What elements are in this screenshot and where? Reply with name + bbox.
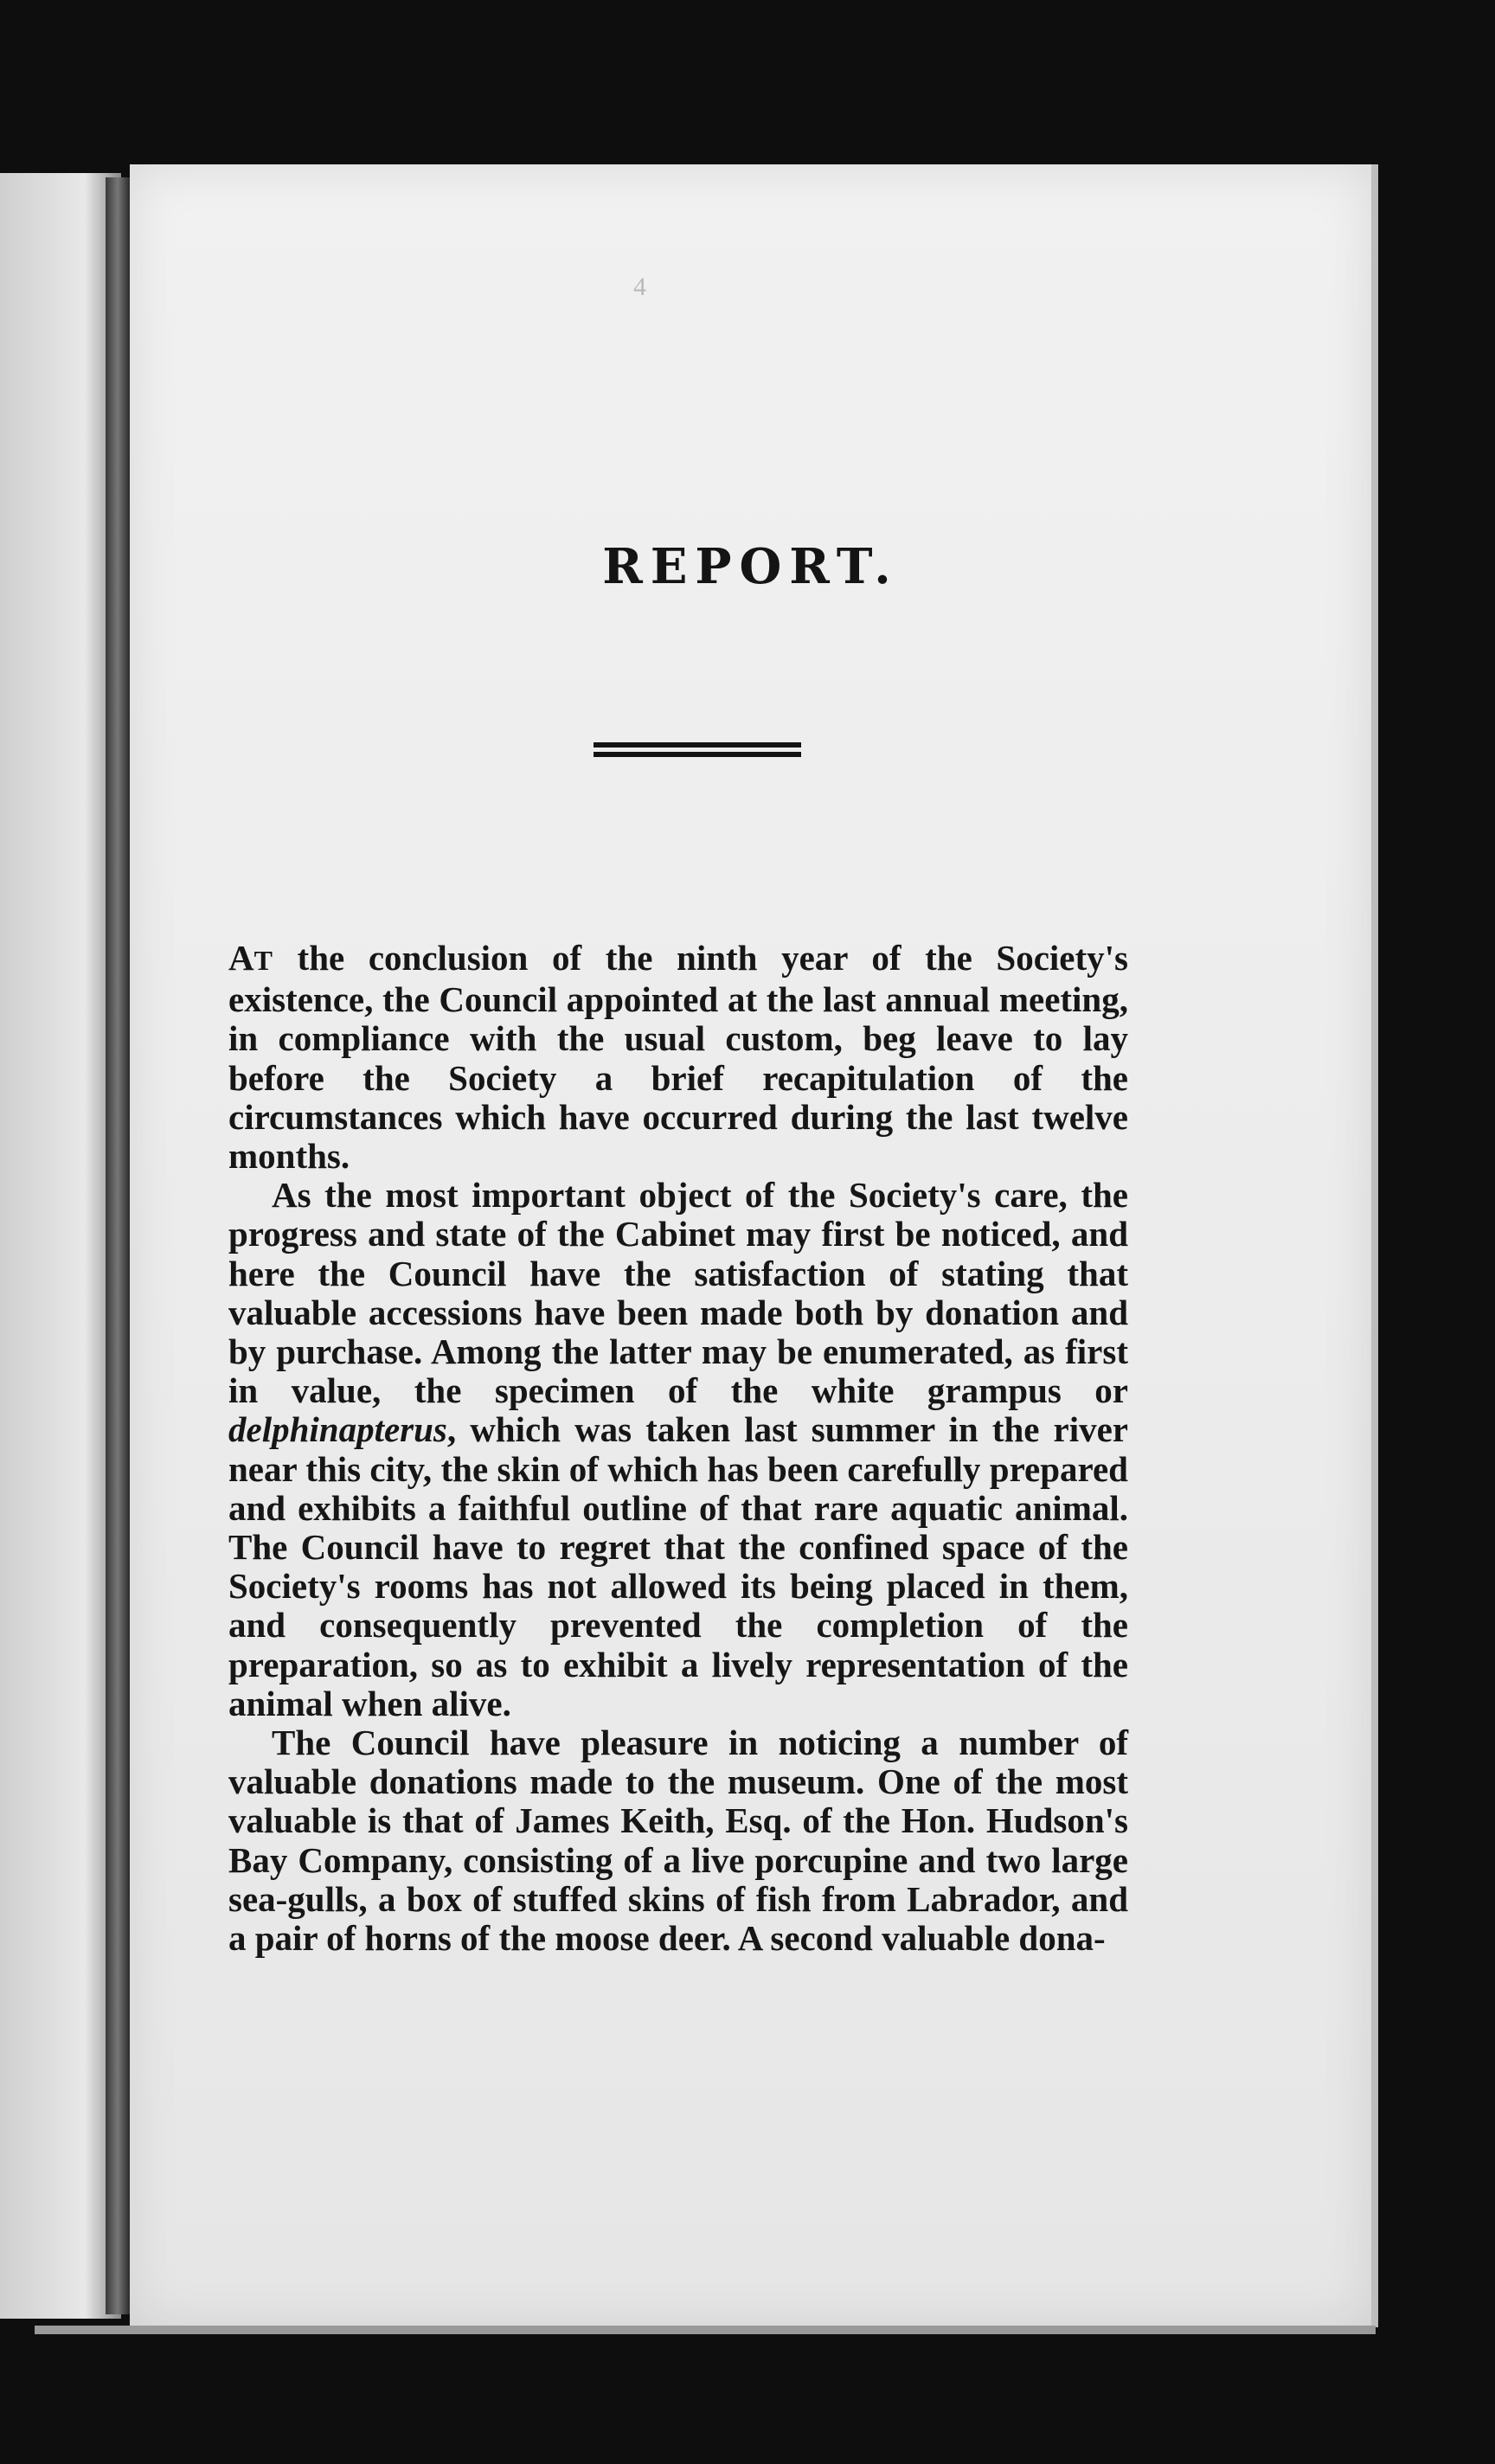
species-name-italic: delphinapterus: [228, 1409, 447, 1450]
paragraph-2-text-after: , which was taken last summer in the river near this city, the skin of which has been carefully prepared and exhibits a faithful outline of that rare aquatic animal. The Council have to regret that the confined space of the Society's rooms has not allowed its being placed in them, and consequently prevented the completion of the preparation, so as to exhibit a lively representation of the animal when alive.: [228, 1409, 1128, 1723]
paragraph-2-text-before: As the most important object of the Society's care, the progress and state of the Cabinet may first be noticed, and here the Council have the satisfaction of stating that valuable accessions have been made both by donation and by purchase. Among the latter may be enumerated, as first in value, the specimen of the white grampus or: [228, 1175, 1128, 1411]
rule-line-bottom: [594, 752, 801, 757]
book-page: [130, 164, 1371, 2327]
paragraph-1: [228, 939, 1128, 1176]
report-body: [228, 939, 1128, 1958]
paragraph-3-text: The Council have pleasure in noticing a number of valuable donations made to the museum. One of the most valuable is that of James Keith, Esq. of the Hon. Hudson's Bay Company, consisting of a live porcupine and two large sea-gulls, a box of stuffed skins of fish from Labrador, and a pair of horns of the moose deer. A second valuable dona-: [228, 1723, 1128, 1959]
paragraph-3: [228, 1723, 1128, 1958]
page-bottom-edge: [35, 2326, 1376, 2334]
book-gutter: [106, 177, 130, 2314]
title-double-rule: [594, 742, 801, 761]
page-folio: 4: [633, 273, 646, 301]
page-title: REPORT.: [602, 538, 899, 595]
drop-initial: A: [228, 938, 254, 978]
left-page-edge: [0, 173, 121, 2319]
page-right-edge: [1371, 164, 1378, 2327]
initial-smallcap: T: [253, 946, 273, 976]
paragraph-1-text: the conclusion of the ninth year of the Society's existence, the Council appointed at the last annual meeting, in compliance with the usual custom, beg leave to lay before the Society a brief recapitulation of the circumstances which have occurred during the last twelve months.: [228, 938, 1128, 1177]
paragraph-2: [228, 1176, 1128, 1723]
rule-line-top: [594, 742, 801, 748]
